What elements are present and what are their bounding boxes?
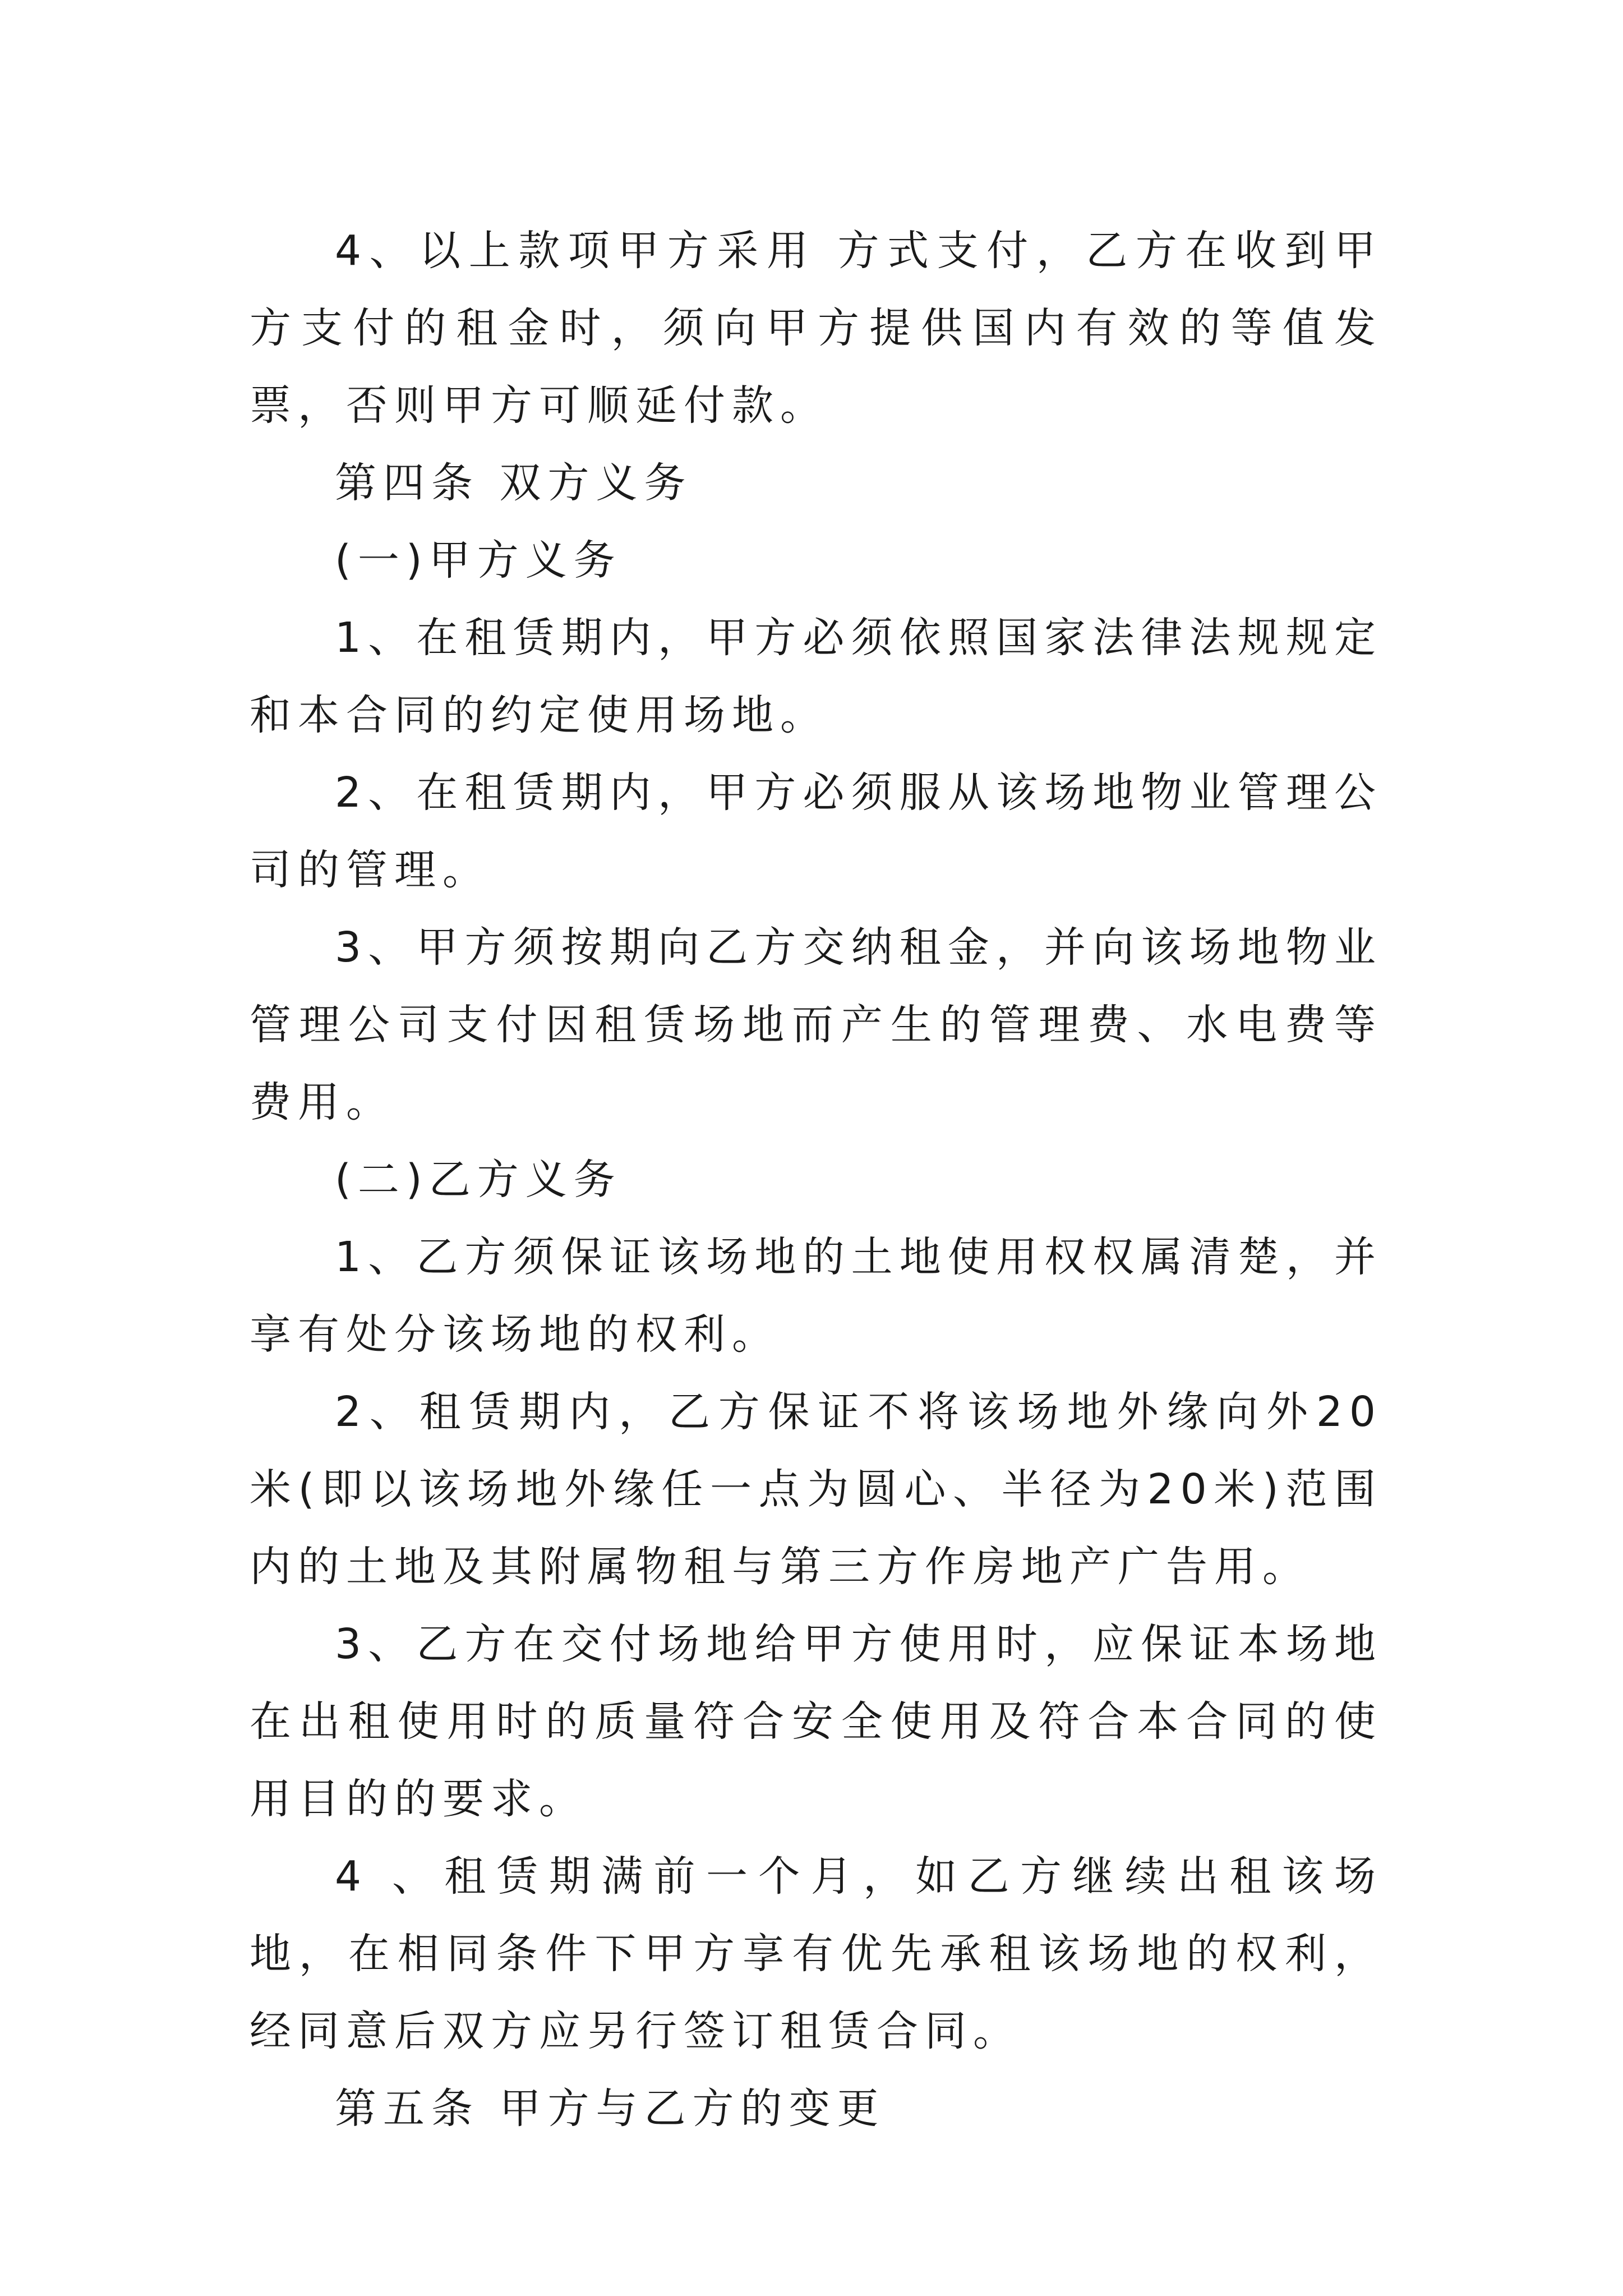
document-page bbox=[250, 212, 1382, 2147]
heading-article-4: 第四条 双方义务 bbox=[335, 459, 693, 507]
heading-article-5: 第五条 甲方与乙方的变更 bbox=[335, 2085, 886, 2133]
subheading-party-b-obligations: (二)乙方义务 bbox=[335, 1156, 622, 1204]
paragraph-party-a-obligation-2: 2、在租赁期内，甲方必须服从该场地物业管理公司的管理。 bbox=[250, 769, 1382, 894]
paragraph-party-b-obligation-3: 3、乙方在交付场地给甲方使用时，应保证本场地在出租使用时的质量符合安全使用及符合本合同的使用目的的要求。 bbox=[250, 1620, 1382, 1823]
paragraph-party-b-obligation-2: 2、租赁期内，乙方保证不将该场地外缘向外20米(即以该场地外缘任一点为圆心、半径为20米)范围内的土地及其附属物租与第三方作房地产广告用。 bbox=[250, 1388, 1382, 1591]
paragraph-party-b-obligation-1: 1、乙方须保证该场地的土地使用权权属清楚，并享有处分该场地的权利。 bbox=[250, 1233, 1382, 1359]
paragraph-payment-method: 4、以上款项甲方采用 方式支付，乙方在收到甲方支付的租金时，须向甲方提供国内有效的等值发票，否则甲方可顺延付款。 bbox=[250, 227, 1382, 430]
paragraph-party-b-obligation-4: 4 、租赁期满前一个月，如乙方继续出租该场地，在相同条件下甲方享有优先承租该场地的权利，经同意后双方应另行签订租赁合同。 bbox=[250, 1852, 1382, 2055]
paragraph-party-a-obligation-1: 1、在租赁期内，甲方必须依照国家法律法规规定和本合同的约定使用场地。 bbox=[250, 614, 1382, 739]
paragraph-party-a-obligation-3: 3、甲方须按期向乙方交纳租金，并向该场地物业管理公司支付因租赁场地而产生的管理费、水电费等费用。 bbox=[250, 923, 1382, 1126]
subheading-party-a-obligations: (一)甲方义务 bbox=[335, 536, 622, 585]
